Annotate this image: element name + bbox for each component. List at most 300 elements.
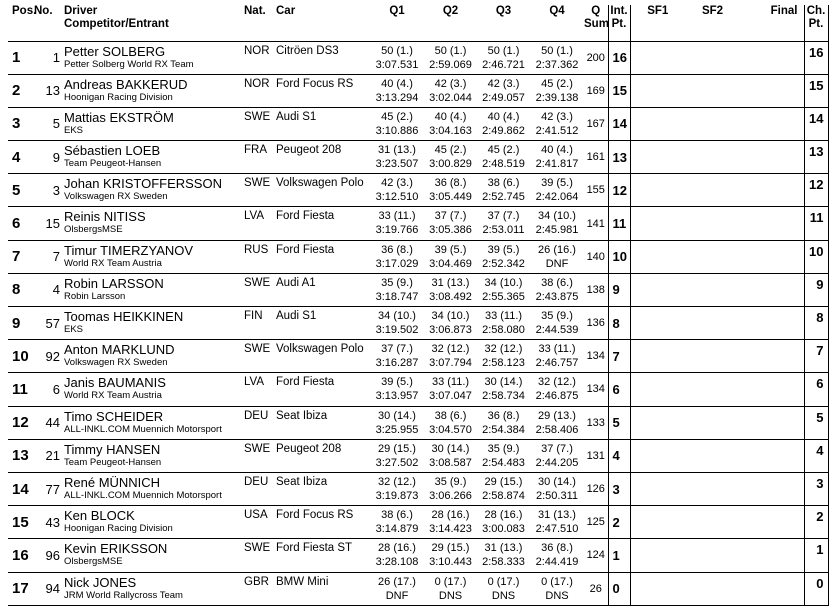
q1-cell: 36 (8.) 3:17.029 <box>375 243 419 270</box>
ch-pt-cell: 2 <box>804 506 828 539</box>
position-cell: 9 <box>12 314 21 332</box>
q2-cell: 31 (13.) 3:08.492 <box>429 276 472 303</box>
sf2-cell <box>685 439 740 472</box>
final-cell <box>740 539 804 572</box>
team-name: JRM World Rallycross Team <box>64 589 183 601</box>
q2-cell: 36 (8.) 3:05.449 <box>429 177 472 204</box>
table-row <box>8 373 828 406</box>
q1-cell: 42 (3.) 3:12.510 <box>375 177 419 204</box>
nationality-cell: FRA <box>244 144 267 157</box>
sf2-cell <box>685 472 740 505</box>
car-cell: Peugeot 208 <box>276 144 342 157</box>
table-row <box>8 273 828 306</box>
car-number-cell: 6 <box>52 381 60 397</box>
q3-cell: 33 (11.) 2:58.080 <box>482 310 525 336</box>
sf1-cell <box>630 472 685 505</box>
q4-cell: 38 (6.) 2:43.875 <box>535 276 579 303</box>
team-name: Team Peugeot-Hansen <box>64 456 162 468</box>
final-cell <box>740 41 804 74</box>
car-cell: Ford Focus RS <box>276 77 354 90</box>
q3-cell: 0 (17.) DNS <box>487 575 520 602</box>
q1-cell: 50 (1.) 3:07.531 <box>375 44 419 71</box>
position-cell: 16 <box>12 546 29 564</box>
q1-cell: 30 (14.) 3:25.955 <box>375 409 419 436</box>
ch-pt-cell: 8 <box>804 307 828 340</box>
header-pos: Pos. <box>12 5 37 17</box>
position-cell: 1 <box>12 49 21 67</box>
position-cell: 17 <box>12 580 29 598</box>
team-name: ALL-INKL.COM Muennich Motorsport <box>64 489 222 501</box>
nationality-cell: SWE <box>244 442 271 455</box>
q1-cell: 26 (17.) DNF <box>378 575 416 602</box>
car-number-cell: 94 <box>45 581 60 597</box>
car-cell: Volkswagen Polo <box>276 177 364 190</box>
car-number-cell: 15 <box>45 216 60 232</box>
driver-cell <box>64 141 244 174</box>
team-name: ALL-INKL.COM Muennich Motorsport <box>64 423 222 435</box>
final-cell <box>740 174 804 207</box>
driver-cell <box>64 207 244 240</box>
driver-name: Nick JONES <box>64 574 137 590</box>
driver-name: René MÜNNICH <box>64 474 161 490</box>
q-sum-cell: 167 <box>586 117 605 130</box>
sf1-cell <box>630 41 685 74</box>
nationality-cell: USA <box>244 509 268 522</box>
q-sum-cell: 138 <box>586 283 605 296</box>
q2-cell: 35 (9.) 3:06.266 <box>429 475 472 502</box>
ch-pt-cell: 7 <box>804 340 828 373</box>
q2-cell: 34 (10.) 3:06.873 <box>429 310 472 336</box>
table-row <box>8 307 828 340</box>
q-sum-cell: 125 <box>586 516 605 529</box>
q2-cell: 45 (2.) 3:00.829 <box>429 144 472 171</box>
sf1-cell <box>630 572 685 605</box>
car-cell: Ford Fiesta ST <box>276 542 353 555</box>
driver-name: Timmy HANSEN <box>64 441 161 457</box>
car-cell: Ford Fiesta <box>276 210 335 223</box>
position-cell: 3 <box>12 115 21 133</box>
q3-cell: 34 (10.) 2:55.365 <box>482 276 525 303</box>
team-name: OlsbergsMSE <box>64 224 123 236</box>
final-cell <box>740 207 804 240</box>
team-name: Volkswagen RX Sweden <box>64 191 168 203</box>
q-sum-cell: 131 <box>586 449 605 462</box>
car-cell: Ford Fiesta <box>276 376 335 389</box>
sf2-cell <box>685 207 740 240</box>
nationality-cell: LVA <box>244 376 265 389</box>
car-number-cell: 4 <box>52 282 60 298</box>
car-number-cell: 43 <box>45 514 60 530</box>
q2-cell: 42 (3.) 3:02.044 <box>429 77 472 104</box>
driver-name: Reinis NITISS <box>64 209 146 225</box>
table-row <box>8 74 828 107</box>
car-cell: Ford Fiesta <box>276 243 335 256</box>
driver-name: Ken BLOCK <box>64 508 135 524</box>
q4-cell: 32 (12.) 2:46.875 <box>535 376 579 403</box>
car-number-cell: 57 <box>45 315 60 331</box>
q-sum-cell: 26 <box>589 582 602 595</box>
sf1-cell <box>630 141 685 174</box>
nationality-cell: GBR <box>244 575 269 588</box>
header-int-pt: Int. Pt. <box>608 5 630 41</box>
ch-pt-cell: 11 <box>804 207 828 240</box>
int-pt-cell: 5 <box>608 406 630 439</box>
q4-cell: 33 (11.) 2:46.757 <box>535 343 579 370</box>
q-sum-cell: 136 <box>586 317 605 330</box>
ch-pt-cell: 12 <box>804 174 828 207</box>
position-cell: 6 <box>12 215 21 233</box>
q-sum-cell: 141 <box>586 217 605 230</box>
nationality-cell: DEU <box>244 409 269 422</box>
sf2-cell <box>685 107 740 140</box>
table-row <box>8 240 828 273</box>
q3-cell: 30 (14.) 2:58.734 <box>482 376 525 403</box>
q-sum-cell: 155 <box>586 184 605 197</box>
sf2-cell <box>685 572 740 605</box>
q2-cell: 50 (1.) 2:59.069 <box>429 44 472 71</box>
car-number-cell: 5 <box>52 116 60 132</box>
q1-cell: 40 (4.) 3:13.294 <box>375 77 419 104</box>
header-q4: Q4 <box>549 5 565 17</box>
q4-cell: 26 (16.) DNF <box>538 243 576 270</box>
sf1-cell <box>630 240 685 273</box>
ch-pt-cell: 5 <box>804 406 828 439</box>
header-nat: Nat. <box>244 5 266 17</box>
ch-pt-cell: 16 <box>804 41 828 74</box>
q2-cell: 30 (14.) 3:08.587 <box>429 442 472 469</box>
sf2-cell <box>685 74 740 107</box>
sf2-cell <box>685 273 740 306</box>
driver-name: Kevin ERIKSSON <box>64 541 168 557</box>
table-row <box>8 340 828 373</box>
q1-cell: 35 (9.) 3:18.747 <box>375 276 419 303</box>
team-name: World RX Team Austria <box>64 257 162 269</box>
q3-cell: 37 (7.) 2:53.011 <box>482 210 525 237</box>
q-sum-cell: 161 <box>586 151 605 164</box>
car-number-cell: 44 <box>45 415 60 431</box>
table-row <box>8 107 828 140</box>
q2-cell: 0 (17.) DNS <box>434 575 467 602</box>
driver-cell <box>64 539 244 572</box>
sf2-cell <box>685 340 740 373</box>
table-row <box>8 539 828 572</box>
ch-pt-cell: 9 <box>804 273 828 306</box>
nationality-cell: FIN <box>244 310 263 322</box>
car-cell: Audi S1 <box>276 310 317 322</box>
driver-name: Janis BAUMANIS <box>64 375 166 391</box>
q2-cell: 28 (16.) 3:14.423 <box>429 509 472 536</box>
ch-pt-cell: 13 <box>804 141 828 174</box>
driver-cell <box>64 472 244 505</box>
position-cell: 15 <box>12 513 29 531</box>
q1-cell: 32 (12.) 3:19.873 <box>375 475 419 502</box>
team-name: Hoonigan Racing Division <box>64 91 173 103</box>
sf1-cell <box>630 107 685 140</box>
sf2-cell <box>685 506 740 539</box>
nationality-cell: NOR <box>244 77 270 90</box>
nationality-cell: NOR <box>244 44 270 57</box>
header-ch-pt: Ch. Pt. <box>804 5 828 41</box>
int-pt-cell: 9 <box>608 273 630 306</box>
q-sum-cell: 124 <box>586 549 605 562</box>
driver-name: Andreas BAKKERUD <box>64 76 188 92</box>
team-name: Volkswagen RX Sweden <box>64 357 168 369</box>
sf1-cell <box>630 307 685 340</box>
int-pt-cell: 1 <box>608 539 630 572</box>
driver-cell <box>64 406 244 439</box>
final-cell <box>740 406 804 439</box>
q4-cell: 0 (17.) DNS <box>541 575 573 602</box>
q3-cell: 50 (1.) 2:46.721 <box>482 44 525 71</box>
car-number-cell: 21 <box>45 448 60 464</box>
sf2-cell <box>685 41 740 74</box>
header-q2: Q2 <box>442 5 459 17</box>
sf2-cell <box>685 373 740 406</box>
final-cell <box>740 240 804 273</box>
sf2-cell <box>685 174 740 207</box>
sf1-cell <box>630 506 685 539</box>
q4-cell: 37 (7.) 2:44.205 <box>535 442 579 469</box>
car-cell: Citröen DS3 <box>276 44 339 57</box>
sf1-cell <box>630 273 685 306</box>
car-cell: Seat Ibiza <box>276 409 328 422</box>
car-number-cell: 96 <box>45 547 60 563</box>
int-pt-cell: 3 <box>608 472 630 505</box>
team-name: Team Peugeot-Hansen <box>64 158 162 170</box>
driver-name: Toomas HEIKKINEN <box>64 309 184 324</box>
q1-cell: 31 (13.) 3:23.507 <box>375 144 419 171</box>
position-cell: 7 <box>12 248 21 266</box>
int-pt-cell: 12 <box>608 174 630 207</box>
team-name: EKS <box>64 124 84 136</box>
position-cell: 11 <box>12 380 28 398</box>
q4-cell: 40 (4.) 2:41.817 <box>535 144 579 171</box>
q1-cell: 39 (5.) 3:13.957 <box>375 376 419 403</box>
driver-name: Timo SCHEIDER <box>64 408 164 424</box>
table-row <box>8 174 828 207</box>
nationality-cell: SWE <box>244 276 271 289</box>
final-cell <box>740 74 804 107</box>
nationality-cell: DEU <box>244 475 269 488</box>
car-number-cell: 92 <box>45 348 60 364</box>
header-q3: Q3 <box>495 5 512 17</box>
final-cell <box>740 273 804 306</box>
q1-cell: 34 (10.) 3:19.502 <box>375 310 419 336</box>
q-sum-cell: 200 <box>586 51 605 64</box>
driver-name: Mattias EKSTRÖM <box>64 109 174 125</box>
ch-pt-cell: 14 <box>804 107 828 140</box>
driver-cell <box>64 74 244 107</box>
header-q1: Q1 <box>389 5 405 17</box>
int-pt-cell: 11 <box>608 207 630 240</box>
table-row <box>8 406 828 439</box>
ch-pt-cell: 15 <box>804 74 828 107</box>
q4-cell: 36 (8.) 2:44.419 <box>535 542 579 569</box>
q3-cell: 28 (16.) 3:00.083 <box>482 509 525 536</box>
q2-cell: 38 (6.) 3:04.570 <box>429 409 472 436</box>
q1-cell: 45 (2.) 3:10.886 <box>375 110 419 137</box>
driver-cell <box>64 307 244 340</box>
q1-cell: 38 (6.) 3:14.879 <box>375 509 419 536</box>
header-no: No. <box>34 5 53 17</box>
header-driver: Driver Competitor/Entrant <box>64 5 169 30</box>
nationality-cell: SWE <box>244 177 271 190</box>
position-cell: 2 <box>12 82 21 100</box>
q3-cell: 38 (6.) 2:52.745 <box>482 177 525 204</box>
q-sum-cell: 169 <box>586 84 605 97</box>
driver-name: Sébastien LOEB <box>64 143 161 159</box>
final-cell <box>740 572 804 605</box>
driver-name: Johan KRISTOFFERSSON <box>64 176 222 192</box>
q3-cell: 32 (12.) 2:58.123 <box>482 343 525 370</box>
table-row <box>8 572 828 605</box>
sf1-cell <box>630 74 685 107</box>
final-cell <box>740 107 804 140</box>
table-row <box>8 207 828 240</box>
driver-name: Anton MARKLUND <box>64 342 175 358</box>
header-q-sum: Q Sum <box>584 5 609 30</box>
int-pt-cell: 2 <box>608 506 630 539</box>
int-pt-cell: 10 <box>608 240 630 273</box>
position-cell: 8 <box>12 281 21 299</box>
table-row <box>8 506 828 539</box>
q4-cell: 34 (10.) 2:45.981 <box>535 210 579 237</box>
q4-cell: 39 (5.) 2:42.064 <box>535 177 579 204</box>
sf1-cell <box>630 439 685 472</box>
team-name: Robin Larsson <box>64 290 126 302</box>
final-cell <box>740 340 804 373</box>
q4-cell: 30 (14.) 2:50.311 <box>535 475 578 502</box>
int-pt-cell: 16 <box>608 41 630 74</box>
table-row <box>8 439 828 472</box>
final-cell <box>740 439 804 472</box>
position-cell: 4 <box>12 148 21 166</box>
final-cell <box>740 506 804 539</box>
int-pt-cell: 14 <box>608 107 630 140</box>
team-name: Petter Solberg World RX Team <box>64 58 194 70</box>
q4-cell: 50 (1.) 2:37.362 <box>535 44 579 71</box>
q3-cell: 36 (8.) 2:54.384 <box>482 409 525 436</box>
q3-cell: 40 (4.) 2:49.862 <box>482 110 525 137</box>
nationality-cell: SWE <box>244 343 271 356</box>
car-cell: Peugeot 208 <box>276 442 342 455</box>
driver-cell <box>64 439 244 472</box>
q3-cell: 35 (9.) 2:54.483 <box>482 442 525 469</box>
driver-name: Petter SOLBERG <box>64 43 166 59</box>
sf1-cell <box>630 207 685 240</box>
sf1-cell <box>630 406 685 439</box>
int-pt-cell: 15 <box>608 74 630 107</box>
driver-cell <box>64 506 244 539</box>
position-cell: 12 <box>12 414 29 432</box>
q3-cell: 29 (15.) 2:58.874 <box>482 475 525 502</box>
header-final: Final <box>770 5 798 17</box>
int-pt-cell: 7 <box>608 340 630 373</box>
position-cell: 14 <box>12 480 29 498</box>
ch-pt-cell: 10 <box>804 240 828 273</box>
header-sf1: SF1 <box>630 5 685 41</box>
ch-pt-cell: 6 <box>804 373 828 406</box>
car-number-cell: 7 <box>52 249 60 265</box>
q4-cell: 29 (13.) 2:58.406 <box>535 409 579 436</box>
q-sum-cell: 133 <box>586 416 605 429</box>
car-cell: Seat Ibiza <box>276 475 328 488</box>
q-sum-cell: 140 <box>586 250 605 263</box>
q2-cell: 33 (11.) 3:07.047 <box>429 376 472 403</box>
nationality-cell: RUS <box>244 243 269 256</box>
car-cell: Audi S1 <box>276 110 317 123</box>
team-name: Hoonigan Racing Division <box>64 523 173 535</box>
q4-cell: 35 (9.) 2:44.539 <box>535 310 579 336</box>
q-sum-cell: 126 <box>586 483 605 496</box>
driver-cell <box>64 174 244 207</box>
driver-cell <box>64 107 244 140</box>
nationality-cell: SWE <box>244 110 271 123</box>
sf2-cell <box>685 240 740 273</box>
q2-cell: 40 (4.) 3:04.163 <box>429 110 472 137</box>
q4-cell: 45 (2.) 2:39.138 <box>535 77 579 104</box>
driver-cell <box>64 572 244 605</box>
position-cell: 5 <box>12 181 21 199</box>
ch-pt-cell: 3 <box>804 472 828 505</box>
q1-cell: 33 (11.) 3:19.766 <box>375 210 419 237</box>
header-sf2: SF2 <box>701 5 724 17</box>
sf2-cell <box>685 406 740 439</box>
car-number-cell: 1 <box>52 50 60 66</box>
position-cell: 13 <box>12 447 29 465</box>
final-cell <box>740 307 804 340</box>
car-cell: BMW Mini <box>276 575 329 588</box>
q3-cell: 45 (2.) 2:48.519 <box>482 144 525 171</box>
driver-cell <box>64 240 244 273</box>
car-number-cell: 9 <box>52 149 60 165</box>
car-cell: Volkswagen Polo <box>276 343 364 356</box>
team-name: World RX Team Austria <box>64 390 162 402</box>
q3-cell: 31 (13.) 2:58.333 <box>482 542 525 569</box>
ch-pt-cell: 1 <box>804 539 828 572</box>
sf1-cell <box>630 340 685 373</box>
sf2-cell <box>685 141 740 174</box>
team-name: EKS <box>64 324 84 335</box>
int-pt-cell: 0 <box>608 572 630 605</box>
int-pt-cell: 8 <box>608 307 630 340</box>
driver-cell <box>64 340 244 373</box>
final-cell <box>740 373 804 406</box>
ch-pt-cell: 4 <box>804 439 828 472</box>
int-pt-cell: 6 <box>608 373 630 406</box>
q1-cell: 29 (15.) 3:27.502 <box>375 442 419 469</box>
q1-cell: 37 (7.) 3:16.287 <box>375 343 419 370</box>
q2-cell: 29 (15.) 3:10.443 <box>429 542 472 569</box>
sf1-cell <box>630 174 685 207</box>
car-number-cell: 13 <box>45 83 60 99</box>
results-table <box>8 5 829 606</box>
car-number-cell: 77 <box>45 481 60 497</box>
q2-cell: 39 (5.) 3:04.469 <box>429 243 472 270</box>
nationality-cell: LVA <box>244 210 265 223</box>
driver-name: Timur TIMERZYANOV <box>64 242 194 258</box>
int-pt-cell: 13 <box>608 141 630 174</box>
car-cell: Audi A1 <box>276 276 316 289</box>
team-name: OlsbergsMSE <box>64 556 123 568</box>
q1-cell: 28 (16.) 3:28.108 <box>375 542 419 569</box>
final-cell <box>740 472 804 505</box>
q-sum-cell: 134 <box>586 383 605 396</box>
car-number-cell: 3 <box>52 182 60 198</box>
driver-cell <box>64 273 244 306</box>
driver-cell <box>64 373 244 406</box>
table-row <box>8 472 828 505</box>
